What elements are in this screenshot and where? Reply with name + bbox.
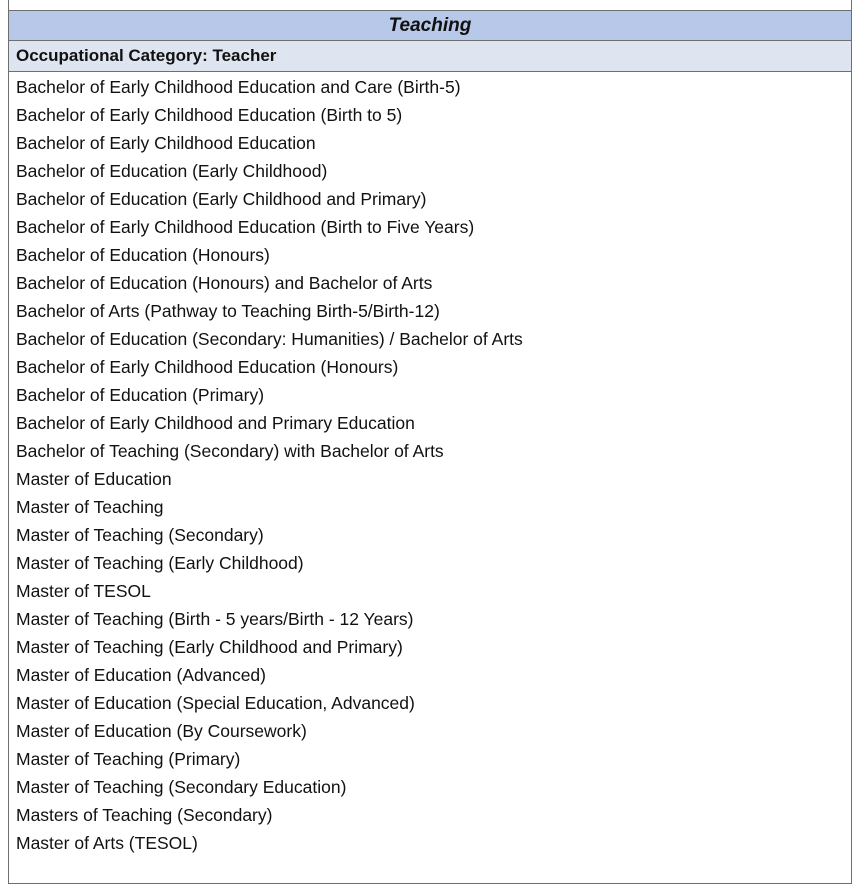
course-item: Masters of Teaching (Secondary) (16, 805, 273, 825)
course-item: Bachelor of Early Childhood Education (Birth to Five Years) (16, 217, 475, 237)
course-item: Bachelor of Arts (Pathway to Teaching Birth-5/Birth-12) (16, 301, 440, 321)
table-top-strip (9, 0, 851, 11)
course-item: Bachelor of Education (Honours) (16, 245, 270, 265)
course-item: Bachelor of Teaching (Secondary) with Bachelor of Arts (16, 441, 444, 461)
course-item: Master of Arts (TESOL) (16, 833, 198, 853)
course-item: Bachelor of Education (Primary) (16, 385, 265, 405)
category-label: Occupational Category: Teacher (16, 46, 277, 65)
course-item: Bachelor of Education (Early Childhood and Primary) (16, 189, 427, 209)
course-item: Bachelor of Early Childhood Education and Care (Birth-5) (16, 77, 461, 97)
course-item: Bachelor of Education (Honours) and Bachelor of Arts (16, 273, 433, 293)
course-item: Master of Teaching (16, 497, 164, 517)
course-item: Master of Education (16, 469, 172, 489)
course-item: Master of Teaching (Early Childhood) (16, 553, 304, 573)
course-item: Bachelor of Education (Secondary: Humanities) / Bachelor of Arts (16, 329, 523, 349)
course-item: Master of Education (By Coursework) (16, 721, 307, 741)
course-list (9, 72, 851, 857)
course-item: Master of Education (Special Education, Advanced) (16, 693, 415, 713)
section-title: Teaching (388, 14, 472, 36)
courses-table (8, 0, 852, 884)
course-item: Bachelor of Early Childhood and Primary Education (16, 413, 415, 433)
section-header (9, 11, 851, 41)
course-item: Bachelor of Early Childhood Education (Birth to 5) (16, 105, 403, 125)
course-item: Bachelor of Early Childhood Education (Honours) (16, 357, 399, 377)
course-item: Master of Teaching (Birth - 5 years/Birth - 12 Years) (16, 609, 414, 629)
course-item: Bachelor of Early Childhood Education (16, 133, 316, 153)
course-item: Master of Teaching (Primary) (16, 749, 241, 769)
course-item: Master of Teaching (Early Childhood and Primary) (16, 637, 403, 657)
course-item: Master of Teaching (Secondary) (16, 525, 264, 545)
course-item: Bachelor of Education (Early Childhood) (16, 161, 328, 181)
category-row (9, 41, 851, 72)
course-item: Master of TESOL (16, 581, 151, 601)
course-item: Master of Education (Advanced) (16, 665, 266, 685)
course-item: Master of Teaching (Secondary Education) (16, 777, 347, 797)
